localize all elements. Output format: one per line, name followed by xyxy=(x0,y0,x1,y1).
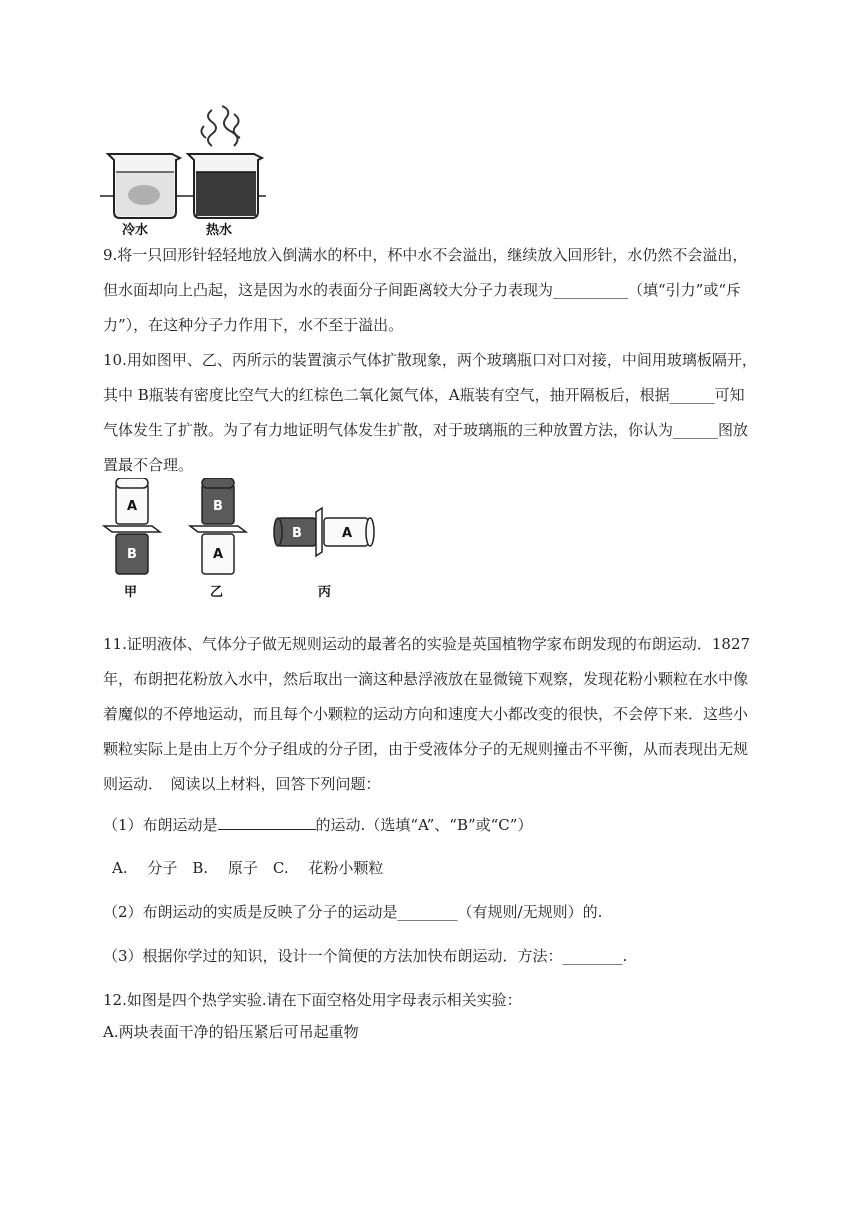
setup-bing xyxy=(274,508,374,600)
cold-water-label: 冷水 xyxy=(122,223,149,238)
q11-sub1-suffix: 的运动.（选填“A”、“B”或“C”） xyxy=(315,816,533,834)
yi-bottom-a-label: A xyxy=(213,547,224,562)
caption-jia: 甲 xyxy=(124,585,138,600)
setup-yi xyxy=(190,478,246,600)
q11-line-2: 年，布朗把花粉放入水中，然后取出一滴这种悬浮液放在显微镜下观察，发现花粉小颗粒在水中像 xyxy=(103,670,749,688)
jia-bottom-b-label: B xyxy=(127,547,137,562)
q10-line-1: 10.用如图甲、乙、丙所示的装置演示气体扩散现象，两个玻璃瓶口对口对接，中间用玻璃板隔开， xyxy=(103,351,757,369)
q11-line-4: 颗粒实际上是由上万个分子组成的分子团，由于受液体分子的无规则撞击不平衡，从而表现出无规 xyxy=(103,740,749,758)
answer-blank[interactable] xyxy=(218,813,316,830)
q12-line-2: A.两块表面干净的铅压紧后可吊起重物 xyxy=(103,1023,359,1041)
yi-top-b-label: B xyxy=(213,499,223,514)
steam-icon xyxy=(201,106,240,146)
q11-options: A. 分子 B. 原子 C. 花粉小颗粒 xyxy=(112,859,384,877)
q9-line-1: 9.将一只回形针轻轻地放入倒满水的杯中，杯中水不会溢出，继续放入回形针，水仍然不会溢出， xyxy=(103,246,748,264)
q10-line-3: 气体发生了扩散。为了有力地证明气体发生扩散，对于玻璃瓶的三种放置方法，你认为______图放 xyxy=(103,421,749,439)
q11-sub1 xyxy=(103,813,532,835)
q10-line-4: 置最不合理。 xyxy=(103,456,194,474)
cold-water-beaker xyxy=(108,154,180,218)
q11-line-1: 11.证明液体、气体分子做无规则运动的最著名的实验是英国植物学家布朗发现的布朗运动．1827 xyxy=(103,635,751,653)
hot-water-label: 热水 xyxy=(206,223,233,238)
q11-line-3: 着魔似的不停地运动，而且每个小颗粒的运动方向和速度大小都改变的很快，不会停下来．这些小 xyxy=(103,705,749,723)
q11-line-5: 则运动． 阅读以上材料，回答下列问题： xyxy=(103,775,381,793)
caption-bing: 丙 xyxy=(318,585,332,600)
q12-line-1: 12.如图是四个热学实验.请在下面空格处用字母表示相关实验： xyxy=(103,991,522,1009)
beaker-figure xyxy=(100,100,270,240)
q11-sub3: （3）根据你学过的知识，设计一个简便的方法加快布朗运动．方法：________. xyxy=(103,947,628,965)
q9-line-2: 但水面却向上凸起，这是因为水的表面分子间距离较大分子力表现为__________（填“引力”或“斥 xyxy=(103,281,742,299)
bing-left-b-label: B xyxy=(292,526,302,541)
setup-jia xyxy=(104,478,160,600)
q11-sub2: （2）布朗运动的实质是反映了分子的运动是________（有规则/无规则）的. xyxy=(103,903,603,921)
hot-water-beaker xyxy=(188,154,262,218)
jia-top-a-label: A xyxy=(127,499,138,514)
q11-sub1-prefix: （1）布朗运动是 xyxy=(103,816,218,834)
bing-right-a-label: A xyxy=(342,526,353,541)
caption-yi: 乙 xyxy=(210,585,224,600)
diffusion-bottles-figure xyxy=(96,478,396,608)
q10-line-2: 其中 B瓶装有密度比空气大的红棕色二氧化氮气体，A瓶装有空气，抽开隔板后，根据______可知 xyxy=(103,386,745,404)
q9-line-3: 力”），在这种分子力作用下，水不至于溢出。 xyxy=(103,316,404,334)
